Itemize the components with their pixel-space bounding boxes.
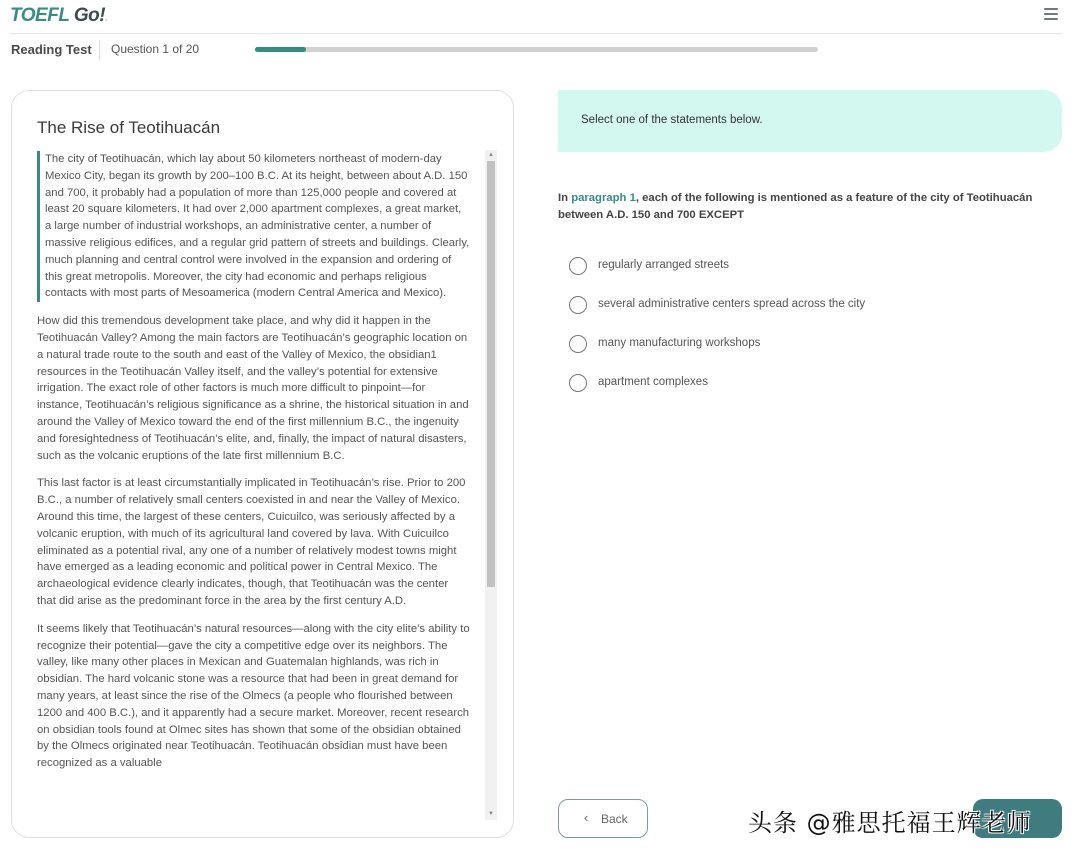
top-bar — [10, 0, 1062, 34]
chevron-left-icon: ‹ — [584, 810, 589, 825]
radio-button-icon[interactable] — [569, 257, 587, 275]
question-suffix: , each of the following is mentioned as a feature of the city of Teotihuacán between A.D. 150 and 700 EXCEPT — [558, 192, 1033, 221]
progress-bar — [255, 47, 818, 52]
scroll-down-arrow-icon[interactable]: ▼ — [488, 811, 494, 817]
passage-title: The Rise of Teotihuacán — [37, 118, 221, 137]
passage-panel — [11, 90, 514, 838]
question-prompt — [558, 190, 1058, 224]
passage-paragraph-3: This last factor is at least circumstantially implicated in Teotihuacán’s rise. Prior to 200 B.C., a number of relatively small centers coexisted in and near the Valley of Mexico. Around this time, the largest of these centers, Cuicuilco, was seriously affected by a volcanic eruption, with much of its agricultural land covered by lava. With Cuicuilco eliminated as a potential rival, any one of a number of relatively modest towns might have emerged as a leading economic and political power in Central Mexico. The archaeological evidence clearly indicates, though, that Teotihuacán was the center that did arise as the predominant force in the area by the first century A.D. — [37, 477, 466, 607]
instruction-text: Select one of the statements below. — [581, 114, 763, 126]
passage-paragraph-4: It seems likely that Teotihuacán’s natural resources—along with the city elite’s ability to recognize their potential—gave the city a competitive edge over its neighbors. The valley, like many other places in Mexican and Guatemalan highlands, was rich in obsidian. The hard volcanic stone was a resource that had been in great demand for many years, at least since the rise of the Olmecs (a people who flourished between 1200 and 400 B.C.), and it apparently had a secure market. Moreover, recent research on obsidian tools found at Olmec sites has shown that some of the obsidian obtained by the Olmecs originated near Teotihuacán. Teotihuacán obsidian must have been recognized as a valuable — [37, 622, 470, 770]
back-button[interactable] — [558, 799, 648, 838]
radio-button-icon[interactable] — [569, 335, 587, 353]
passage-text-scroll-area[interactable] — [37, 151, 470, 819]
question-prefix: In — [558, 192, 572, 204]
toefl-go-logo: TOEFL Go!. — [10, 5, 108, 26]
instruction-banner — [558, 90, 1062, 152]
test-status-bar — [10, 38, 1062, 62]
watermark-overlay: 头条 @雅思托福王辉老师 — [748, 809, 1032, 837]
answer-option-label[interactable]: regularly arranged streets — [598, 259, 730, 271]
question-counter: Question 1 of 20 — [111, 42, 200, 56]
passage-paragraph-2: How did this tremendous development take place, and why did it happen in the Teotihuacán Valley? Among the main factors are Teotihuacán’s geographic location on a natural trade route to the south and east of the Valley of Mexico, the obsidian1 resources in the Teotihuacán Valley itself, and the valley’s potential for extensive irrigation. The exact role of other factors is much more difficult to pinpoint—for instance, Teotihuacán’s religious significance as a shrine, the historical situation in and around the Valley of Mexico toward the end of the first millennium B.C., the ingenuity and foresightedness of Teotihuacán’s elite, and, finally, the impact of natural disasters, such as the volcanic eruptions of the late first millennium B.C. — [37, 315, 469, 462]
passage-paragraph-1: The city of Teotihuacán, which lay about 50 kilometers northeast of modern-day Mexico City, began its growth by 200–100 B.C. At its height, between about A.D. 150 and 700, it probably had a population of more than 125,000 people and covered at least 20 square kilometers. It had over 2,000 apartment complexes, a great market, a large number of industrial workshops, an administrative center, a number of massive religious edifices, and a regular grid pattern of streets and buildings. Clearly, much planning and central control were involved in the expansion and ordering of this great metropolis. Moreover, the city had economic and perhaps religious contacts with most parts of Mesoamerica (modern Central America and Mexico). — [37, 151, 470, 302]
progress-bar-fill — [255, 47, 306, 52]
answer-option-label[interactable]: many manufacturing workshops — [598, 337, 761, 349]
radio-button-icon[interactable] — [569, 374, 587, 392]
scrollbar-thumb[interactable] — [487, 161, 495, 587]
divider — [99, 40, 100, 60]
radio-button-icon[interactable] — [569, 296, 587, 314]
answer-option-label[interactable]: apartment complexes — [598, 376, 708, 388]
paragraph-reference-link[interactable]: paragraph 1 — [571, 192, 636, 204]
answer-option-label[interactable]: several administrative centers spread across the city — [598, 298, 866, 310]
hamburger-menu-icon[interactable] — [1044, 8, 1058, 20]
scroll-up-arrow-icon[interactable]: ▲ — [488, 152, 494, 158]
section-name: Reading Test — [11, 42, 92, 57]
back-button-label: Back — [601, 812, 628, 826]
passage-scrollbar[interactable] — [485, 150, 497, 820]
